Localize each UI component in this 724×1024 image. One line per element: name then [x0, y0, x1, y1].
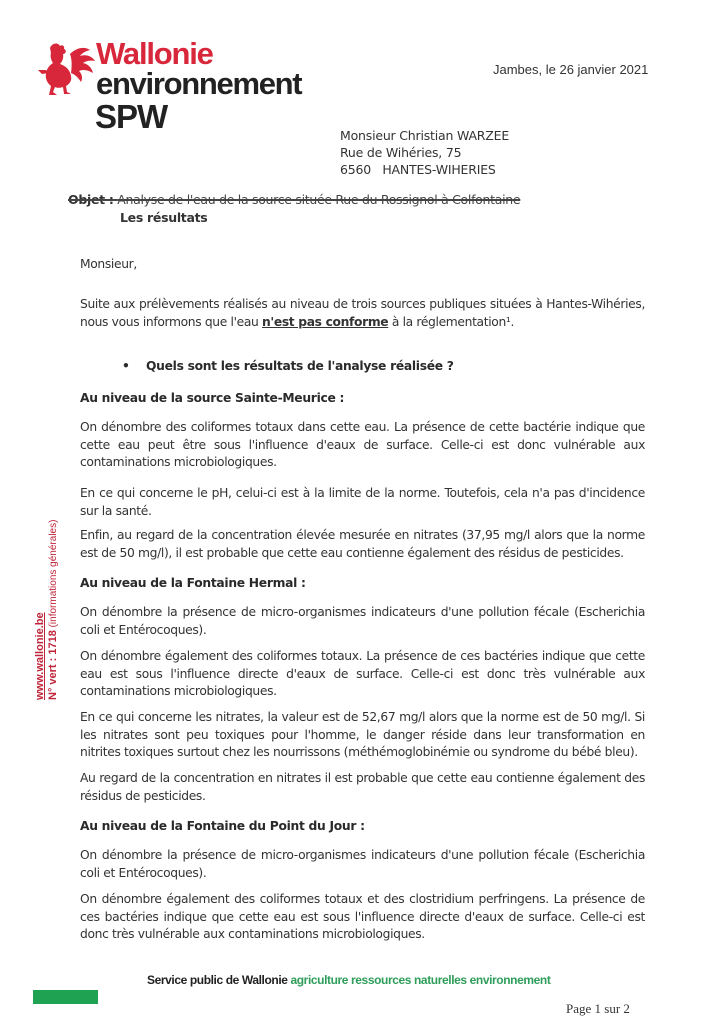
section-heading: Au niveau de la Fontaine du Point du Jour : — [80, 819, 365, 833]
section-paragraph: On dénombre la présence de micro-organismes indicateurs d'une pollution fécale (Escherichia coli et Entérocoques). — [80, 848, 645, 880]
section-paragraph: On dénombre également des coliformes totaux et des clostridium perfringens. La présence de ces bactéries indique que cette eau est sous l'influence directe d'eaux de surface. Celle-ci est donc très vulnérable aux contaminations microbiologiques. — [80, 892, 645, 941]
section-paragraph: Enfin, au regard de la concentration élevée mesurée en nitrates (37,95 mg/l alors que la norme est de 50 mg/l), il est probable que cette eau contienne également des résidus de pesticides. — [80, 528, 645, 560]
subject-struck — [68, 192, 520, 207]
phone-note: (informations générales) — [48, 519, 59, 631]
section-paragraph: En ce qui concerne le pH, celui-ci est à la limite de la norme. Toutefois, cela n'a pas d'incidence sur la santé. — [80, 486, 645, 518]
footer-org-name: Service public de Wallonie — [147, 973, 291, 987]
recipient-street: Rue de Wihéries, 75 — [340, 145, 462, 160]
brand-spw: SPW — [95, 98, 168, 135]
subject-replacement: Les résultats — [120, 210, 208, 225]
rooster-icon — [36, 40, 98, 98]
letter-date: Jambes, le 26 janvier 2021 — [493, 62, 649, 77]
phone-number: N° vert : 1718 — [47, 630, 59, 700]
section-paragraph: On dénombre des coliformes totaux dans cette eau. La présence de cette bactérie indique que cette eau peut être sous l'influence d'eaux de surface. Celle-ci est donc vulnérable aux contaminations microbiologiques. — [80, 420, 645, 469]
brand-environnement: environnement — [96, 66, 302, 101]
recipient-city: 6560 HANTES-WIHERIES — [340, 162, 496, 177]
section-heading: Au niveau de la Fontaine Hermal : — [80, 576, 306, 590]
intro-paragraph — [80, 296, 645, 331]
section-paragraph: On dénombre également des coliformes totaux. La présence de ces bactéries indique que cette eau est sous l'influence directe d'eaux de surface. Celle-ci est donc très vulnérable aux contaminations microbiologiques. — [80, 649, 645, 698]
section-paragraph: En ce qui concerne les nitrates, la valeur est de 52,67 mg/l alors que la norme est de 50 mg/l. Si les nitrates sont peu toxiques pour l'homme, le danger réside dans leur transformation en nitrites toxiques surtout chez les nourrissons (méthémoglobinémie ou syndrome du bébé bleu). — [80, 710, 645, 759]
sidebar-contact — [34, 520, 60, 700]
section-heading: Au niveau de la source Sainte-Meurice : — [80, 391, 345, 405]
question-text: Quels sont les résultats de l'analyse réalisée ? — [146, 359, 454, 373]
footer-org — [147, 973, 550, 987]
subject-label: Objet : — [68, 192, 114, 207]
intro-before: Suite aux prélèvements réalisés au niveau de trois sources publiques situées à Hantes-Wihéries, nous vous informons que l'eau — [80, 297, 645, 329]
brand-wallonie: Wallonie — [96, 36, 213, 71]
section-paragraph: Au regard de la concentration en nitrates il est probable que cette eau contienne également des résidus de pesticides. — [80, 771, 645, 803]
recipient-name: Monsieur Christian WARZEE — [340, 128, 510, 143]
section-paragraph: On dénombre la présence de micro-organismes indicateurs d'une pollution fécale (Escherichia coli et Entérocoques). — [80, 605, 645, 637]
intro-after: à la réglementation¹. — [388, 314, 515, 329]
subject-struck-text: Analyse de l'eau de la source située Rue du Rossignol à Colfontaine — [117, 192, 521, 207]
page-indicator: Page 1 sur 2 — [566, 1001, 630, 1016]
salutation: Monsieur, — [80, 257, 137, 271]
bullet-icon: • — [122, 359, 130, 373]
footer-department: agriculture ressources naturelles environnement — [290, 973, 551, 987]
footer-green-bar — [33, 990, 98, 1004]
intro-emphasis: n'est pas conforme — [262, 314, 389, 329]
website-link[interactable]: www.wallonie.be — [34, 612, 46, 700]
